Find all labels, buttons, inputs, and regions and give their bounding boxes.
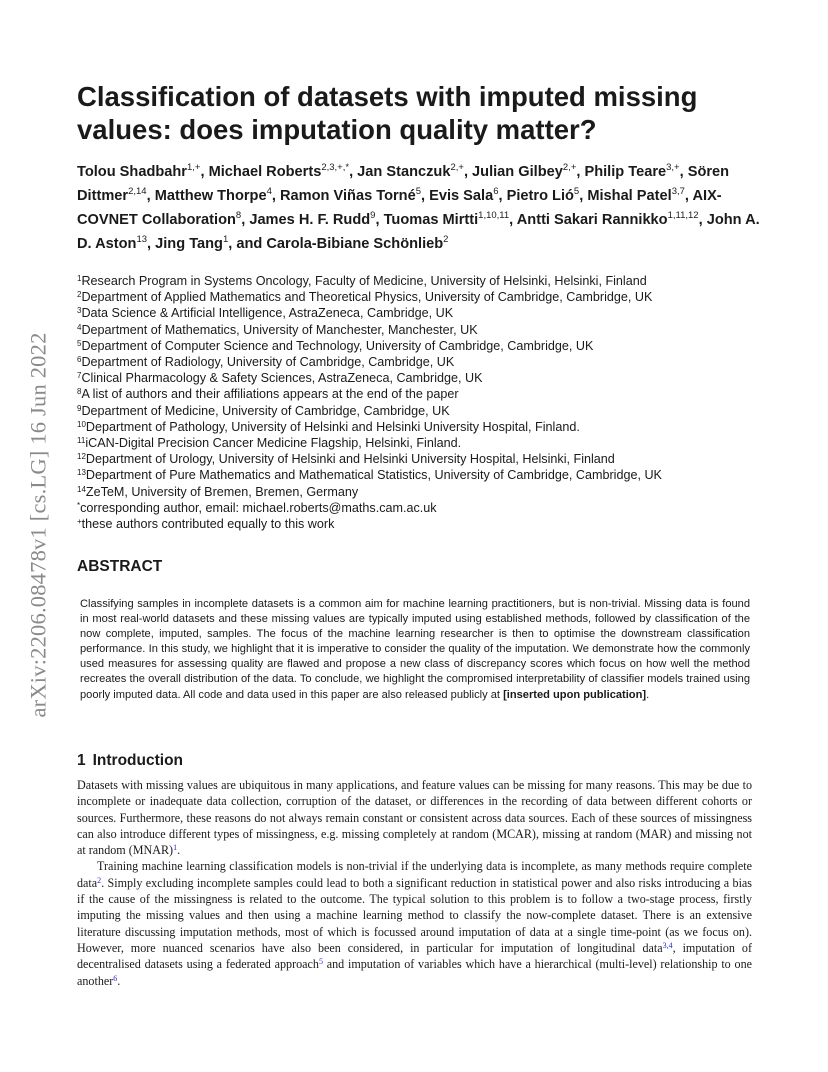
paper-title: Classification of datasets with imputed missing values: does imputation quality matter? — [77, 81, 698, 145]
affiliation-item — [77, 305, 777, 321]
paragraph-text: . — [177, 843, 181, 858]
author-name: Antti Sakari Rannikko — [516, 211, 668, 228]
affiliation-text: Department of Applied Mathematics and Theoretical Physics, University of Cambridge, Cambridge, UK — [81, 290, 653, 305]
affiliation-item — [77, 467, 777, 483]
affiliation-mark: + — [77, 517, 82, 527]
author-separator: , — [679, 163, 688, 180]
section-heading-introduction — [77, 752, 183, 770]
author-separator: , — [146, 187, 155, 204]
author-separator: , — [241, 211, 250, 228]
author-separator: , — [375, 211, 384, 228]
author-name: Carola-Bibiane Schönlieb — [266, 235, 444, 252]
citation-link[interactable]: 5 — [318, 957, 323, 967]
author-affiliation-marks: 4 — [266, 185, 272, 197]
author-name: Ramon Viñas Torné — [280, 187, 416, 204]
author-affiliation-marks: 1,11,12 — [667, 209, 699, 221]
author-separator: , — [200, 163, 209, 180]
author-name: Philip Teare — [584, 163, 667, 180]
introduction-paragraph — [77, 858, 752, 988]
affiliation-text: ZeTeM, University of Bremen, Bremen, Germany — [85, 484, 359, 499]
author-separator: , — [576, 163, 585, 180]
abstract-text — [80, 597, 750, 703]
affiliation-text: Department of Pure Mathematics and Mathematical Statistics, University of Cambridge, Cambridge, UK — [85, 468, 662, 483]
introduction-body — [77, 777, 752, 989]
affiliation-item — [77, 289, 777, 305]
citation-link[interactable]: 2 — [97, 875, 102, 885]
affiliation-item — [77, 500, 777, 516]
author-separator: , — [498, 187, 507, 204]
author-affiliation-marks: 13 — [136, 233, 148, 245]
section-number: 1 — [77, 752, 86, 769]
affiliation-item — [77, 370, 777, 386]
affiliation-mark: 9 — [77, 403, 82, 413]
author-separator: , and — [228, 235, 267, 252]
affiliation-text: Department of Pathology, University of Helsinki and Helsinki University Hospital, Finland. — [85, 419, 580, 434]
author-name: Matthew Thorpe — [154, 187, 267, 204]
abstract-end: . — [646, 688, 650, 701]
author-name: John A. D. Aston — [77, 211, 760, 252]
citation-link[interactable]: 3,4 — [662, 940, 673, 950]
author-affiliation-marks: 5 — [415, 185, 421, 197]
affiliation-text: Research Program in Systems Oncology, Faculty of Medicine, University of Helsinki, Helsinki, Finland — [81, 274, 647, 288]
affiliation-item — [77, 338, 777, 354]
affiliation-item — [77, 322, 777, 338]
paragraph-text: , imputation of decentralised datasets using a federated approach — [77, 940, 752, 972]
author-affiliation-marks: 2,3,+,* — [321, 162, 350, 173]
paragraph-text: and imputation of variables which have a hierarchical (multi-level) relationship to one another — [77, 957, 752, 988]
paragraph-text: Datasets with missing values are ubiquitous in many applications, and feature values can be missing for many reasons. This may be due to incomplete or inadequate data collection, corruption of the dataset, or differences in the recording of data between different cohorts or sources. Furthermore, these reasons do not always remain constant or consistent across data sources. Each of these sources of missingness can also introduce different types of missingness, e.g. missing completely at random (MCAR), missing at random (MAR) and missing not at random (MNAR) — [77, 778, 752, 858]
author-name: Jan Stanczuk — [357, 163, 451, 180]
affiliation-mark: 12 — [77, 452, 86, 462]
abstract-heading: ABSTRACT — [77, 558, 163, 575]
author-affiliation-marks: 1 — [222, 233, 229, 245]
affiliation-item — [77, 354, 777, 370]
affiliation-text: Department of Mathematics, University of Manchester, Manchester, UK — [81, 322, 478, 337]
author-name: Sören Dittmer — [77, 163, 730, 204]
citation-link[interactable]: 6 — [113, 973, 118, 983]
author-affiliation-marks: 3,+ — [666, 162, 680, 173]
author-name: Evis Sala — [429, 187, 494, 204]
affiliation-mark: 2 — [77, 290, 82, 300]
affiliation-mark: 11 — [77, 436, 86, 446]
author-name: Julian Gilbey — [472, 163, 563, 180]
author-affiliation-marks: 5 — [573, 185, 580, 197]
author-affiliation-marks: 2,+ — [450, 162, 464, 173]
author-separator: , — [684, 187, 693, 204]
paragraph-text: . — [117, 973, 121, 988]
author-separator: , — [463, 163, 473, 180]
author-affiliation-marks: 2,14 — [128, 185, 147, 197]
affiliation-text: Data Science & Artificial Intelligence, AstraZeneca, Cambridge, UK — [81, 306, 454, 321]
author-affiliation-marks: 3,7 — [671, 185, 685, 197]
arxiv-identifier: arXiv:2206.08478v1 [cs.LG] 16 Jun 2022 — [26, 332, 51, 718]
affiliation-item — [77, 516, 777, 532]
affiliation-list — [77, 273, 777, 532]
author-name: Tuomas Mirtti — [383, 211, 479, 228]
affiliation-mark: 6 — [77, 355, 82, 365]
affiliation-mark: 14 — [77, 484, 86, 494]
author-separator: , — [698, 211, 707, 228]
affiliation-text: iCAN-Digital Precision Cancer Medicine Flagship, Helsinki, Finland. — [85, 436, 462, 451]
affiliation-item — [77, 403, 777, 419]
affiliation-text: these authors contributed equally to this work — [81, 517, 335, 532]
author-affiliation-marks: 8 — [235, 209, 242, 221]
affiliation-item — [77, 435, 777, 451]
author-name: Michael Roberts — [208, 163, 322, 180]
author-affiliation-marks: 1,10,11 — [478, 209, 510, 221]
author-name: Mishal Patel — [587, 187, 672, 204]
affiliation-text: corresponding author, email: michael.roberts@maths.cam.ac.uk — [80, 500, 437, 515]
code-release-placeholder: [inserted upon publication] — [503, 688, 647, 701]
affiliation-item — [77, 451, 777, 467]
author-affiliation-marks: 9 — [370, 209, 376, 221]
affiliation-item — [77, 484, 777, 500]
affiliation-mark: 7 — [77, 371, 82, 381]
author-affiliation-marks: 6 — [493, 185, 499, 197]
author-separator: , — [349, 163, 358, 180]
affiliation-text: Department of Medicine, University of Cambridge, Cambridge, UK — [81, 403, 450, 418]
affiliation-text: Department of Computer Science and Technology, University of Cambridge, Cambridge, UK — [81, 338, 594, 353]
author-affiliation-marks: 2,+ — [562, 162, 577, 173]
author-name: Jing Tang — [155, 235, 223, 252]
abstract-body-text: Classifying samples in incomplete datasets is a common aim for machine learning practitioners, but is non-trivial. Missing data is found in most real-world datasets and these missing values are typically imputed using established methods, followed by classification of the now complete, imputed, samples. The focus of the machine learning researcher is then to optimise the downstream classification performance. In this study, we highlight that it is imperative to consider the quality of the imputation. We demonstrate how the commonly used measures for assessing quality are flawed and propose a new class of discrepancy scores which focus on how well the method recreates the overall distribution of the data. To conclude, we highlight the compromised interpretability of classifier models trained using poorly imputed data. All code and data used in this paper are also released publicly at — [80, 598, 750, 701]
section-title: Introduction — [92, 752, 184, 769]
affiliation-item — [77, 273, 777, 289]
author-separator: , — [579, 187, 588, 204]
author-name: Pietro Lió — [506, 187, 574, 204]
author-separator: , — [421, 187, 430, 204]
author-separator: , — [147, 235, 156, 252]
author-affiliation-marks: 2 — [443, 233, 449, 245]
author-name: James H. F. Rudd — [249, 211, 371, 228]
affiliation-mark: 4 — [77, 322, 82, 332]
affiliation-mark: 13 — [77, 468, 86, 478]
affiliation-text: Clinical Pharmacology & Safety Sciences, AstraZeneca, Cambridge, UK — [81, 371, 483, 386]
paragraph-text: . Simply excluding incomplete samples could lead to both a significant reduction in statistical power and also risks introducing a bias if the cause of the missingness is related to the outcome. The typical solution to this problem is to follow a two-stage process, firstly imputing the missing values and then using a machine learning method to classify the now-complete dataset. There is an extensive literature discussing imputation methods, most of which is focussed around imputation of data at a single time-point (as we focus on). However, more nuanced scenarios have also been considered, in particular for imputation of longitudinal data — [77, 875, 752, 955]
affiliation-item — [77, 386, 777, 402]
introduction-paragraph — [77, 777, 752, 858]
affiliation-mark: 10 — [77, 419, 86, 429]
paragraph-text: Training machine learning classification models is non-trivial if the underlying data is incomplete, as many methods require complete data — [77, 859, 752, 890]
affiliation-mark: 1 — [77, 274, 82, 283]
affiliation-item — [77, 419, 777, 435]
affiliation-mark: 3 — [77, 306, 82, 316]
author-affiliation-marks: 1,+ — [187, 162, 201, 173]
affiliation-mark: 5 — [77, 338, 82, 348]
affiliation-mark: * — [77, 500, 81, 510]
author-name: AIX-COVNET Collaboration — [77, 187, 722, 228]
author-name: Tolou Shadbahr — [77, 163, 187, 180]
affiliation-mark: 8 — [77, 387, 82, 397]
author-list — [77, 158, 767, 253]
arxiv-watermark — [24, 290, 54, 760]
affiliation-text: Department of Urology, University of Helsinki and Helsinki University Hospital, Helsinki, Finland — [85, 452, 615, 467]
affiliation-text: A list of authors and their affiliations appears at the end of the paper — [81, 387, 459, 402]
affiliation-text: Department of Radiology, University of Cambridge, Cambridge, UK — [81, 355, 455, 370]
citation-link[interactable]: 1 — [173, 843, 178, 853]
author-separator: , — [271, 187, 280, 204]
author-separator: , — [509, 211, 517, 228]
